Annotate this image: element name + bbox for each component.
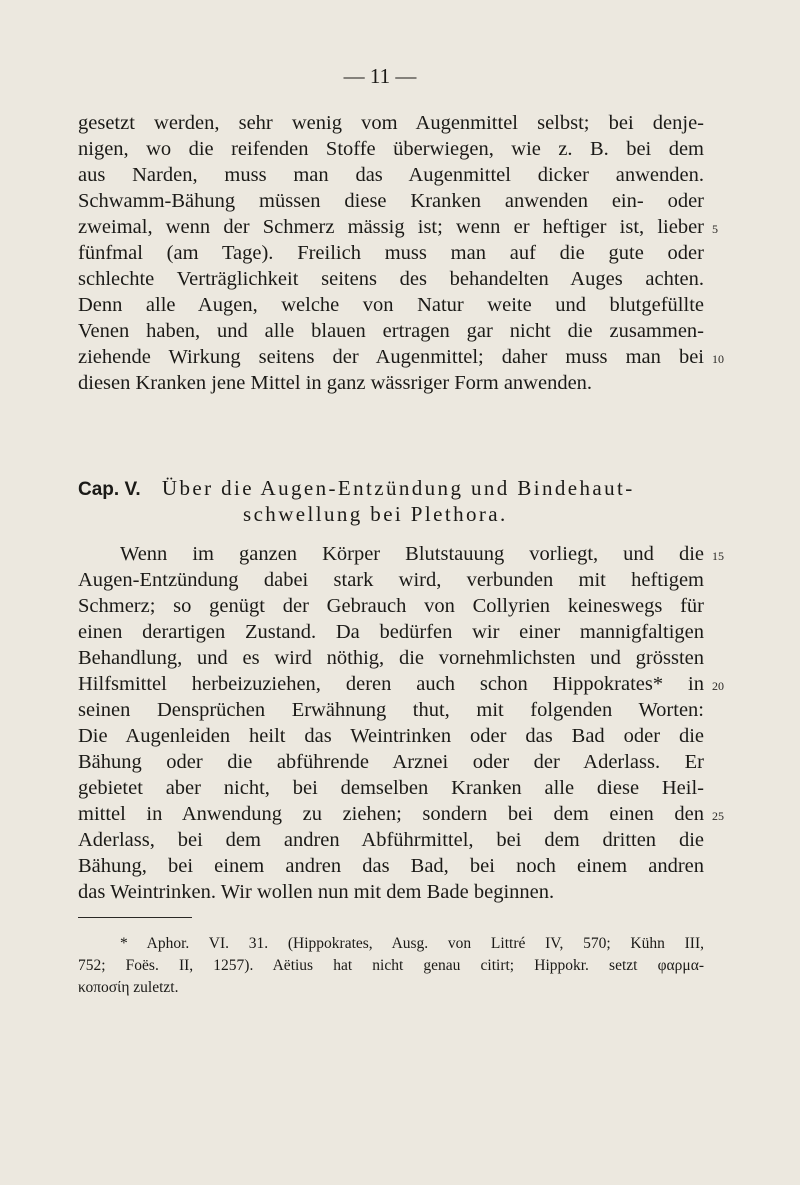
line-number: 15 — [712, 549, 724, 563]
footnote-line: * Aphor. VI. 31. (Hippokrates, Ausg. von Littré IV, 570; Kühn III, — [120, 935, 704, 952]
chapter-label: Cap. V. — [78, 479, 141, 500]
text-line: Hilfsmittel herbeizuziehen, deren auch schon Hippokrates* in — [78, 673, 704, 695]
text-line: das Weintrinken. Wir wollen nun mit dem Bade beginnen. — [78, 881, 555, 903]
text-line: Wenn im ganzen Körper Blutstauung vorliegt, und die — [120, 543, 704, 565]
footnote-rule — [78, 917, 192, 918]
text-line: Augen-Entzündung dabei stark wird, verbunden mit heftigem — [78, 569, 704, 591]
text-line: Schmerz; so genügt der Gebrauch von Collyrien keineswegs für — [78, 595, 704, 617]
text-line: gesetzt werden, sehr wenig vom Augenmittel selbst; bei denje- — [78, 112, 704, 134]
text-line: Aderlass, bei dem andren Abführmittel, bei dem dritten die — [78, 829, 704, 851]
text-line: nigen, wo die reifenden Stoffe überwiegen, wie z. B. bei dem — [78, 138, 704, 160]
line-number: 10 — [712, 352, 724, 366]
text-line: Bähung oder die abführende Arznei oder der Aderlass. Er — [78, 751, 704, 773]
text-line: Bähung, bei einem andren das Bad, bei noch einem andren — [78, 855, 704, 877]
text-line: ziehende Wirkung seitens der Augenmittel; daher muss man bei — [78, 346, 704, 368]
footnote-line: κοποσίη zuletzt. — [78, 979, 179, 996]
text-line: zweimal, wenn der Schmerz mässig ist; wenn er heftiger ist, lieber — [78, 216, 704, 238]
footnote-line: 752; Foës. II, 1257). Aëtius hat nicht genau citirt; Hippokr. setzt φαρμα- — [78, 957, 704, 974]
text-line: gebietet aber nicht, bei demselben Kranken alle diese Heil- — [78, 777, 704, 799]
text-line: mittel in Anwendung zu ziehen; sondern bei dem einen den — [78, 803, 704, 825]
chapter-title-line1: Über die Augen-Entzündung und Bindehaut- — [161, 476, 635, 500]
page-number: — 11 — — [343, 64, 417, 88]
chapter-title-line2: schwellung bei Plethora. — [243, 502, 508, 526]
text-line: Venen haben, und alle blauen ertragen gar nicht die zusammen- — [78, 320, 704, 342]
text-line: Schwamm-Bähung müssen diese Kranken anwenden ein- oder — [78, 190, 704, 212]
text-line: aus Narden, muss man das Augenmittel dicker anwenden. — [78, 164, 704, 186]
chapter-title-line2-row — [243, 500, 508, 528]
text-line: Die Augenleiden heilt das Weintrinken oder das Bad oder die — [78, 725, 704, 747]
line-number: 25 — [712, 809, 724, 823]
text-line: Behandlung, und es wird nöthig, die vornehmlichsten und grössten — [78, 647, 704, 669]
text-line: einen derartigen Zustand. Da bedürfen wir einer mannigfaltigen — [78, 621, 704, 643]
text-line: seinen Densprüchen Erwähnung thut, mit folgenden Worten: — [78, 699, 704, 721]
text-line: Denn alle Augen, welche von Natur weite und blutgefüllte — [78, 294, 704, 316]
line-number: 20 — [712, 679, 724, 693]
text-line: diesen Kranken jene Mittel in ganz wässriger Form anwenden. — [78, 372, 593, 394]
text-line: schlechte Verträglichkeit seitens des behandelten Auges achten. — [78, 268, 704, 290]
line-number: 5 — [712, 222, 718, 236]
text-line: fünfmal (am Tage). Freilich muss man auf die gute oder — [78, 242, 704, 264]
